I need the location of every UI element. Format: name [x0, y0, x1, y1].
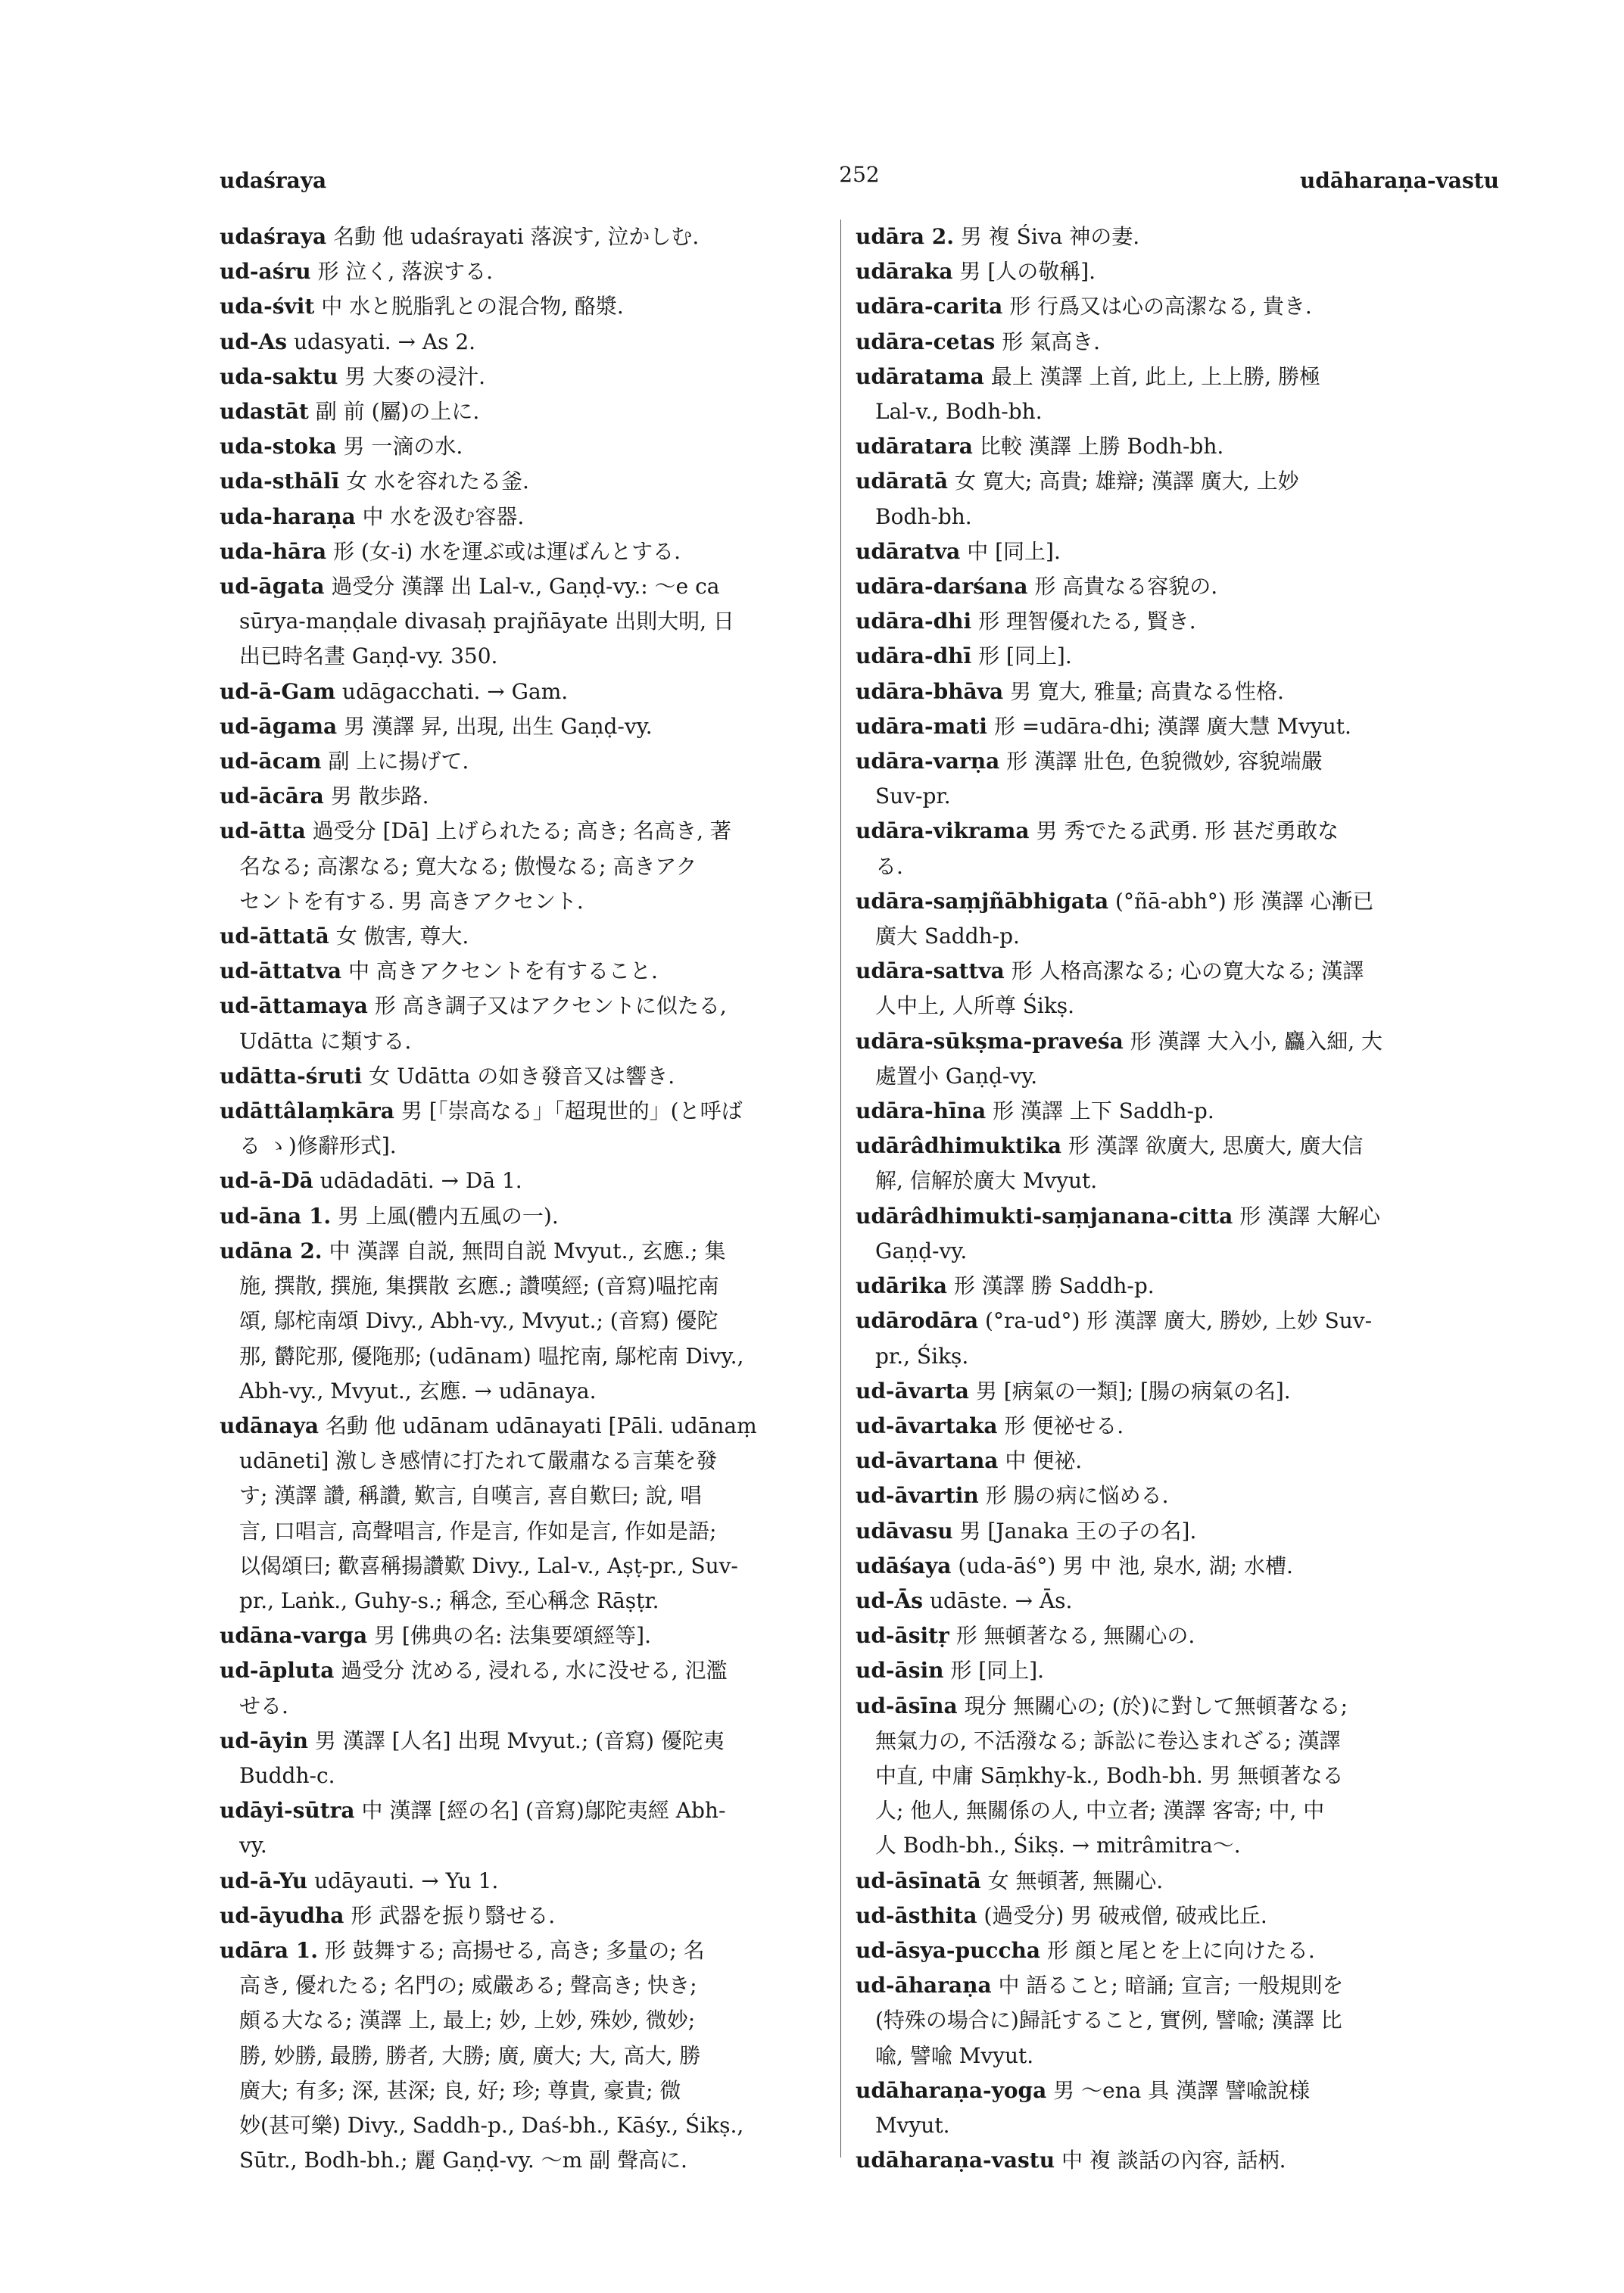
dictionary-entry	[220, 1164, 825, 1198]
entry-definition: 形 漢譯 欲廣大, 思廣大, 廣大信	[1068, 1133, 1364, 1159]
entry-continuation: vy.	[239, 1833, 267, 1858]
entry-definition: 形 泣く, 落涙する.	[317, 259, 494, 285]
entry-continuation: (特殊の場合に)歸託すること, 實例, 譬喩; 漢譯 比	[875, 2008, 1342, 2033]
entry-definition: 形 腸の病に悩める.	[985, 1483, 1169, 1509]
dictionary-entry	[856, 1129, 1492, 1198]
dictionary-entry	[856, 1653, 1492, 1688]
dictionary-entry	[856, 1549, 1492, 1584]
entry-definition: 男 上風(體内五風の一).	[338, 1203, 559, 1229]
entry-headword: uda-sthālī	[220, 469, 340, 494]
entry-continuation: Mvyut.	[875, 2112, 950, 2138]
entry-definition: 男 寛大, 雅量; 高貴なる性格.	[1010, 678, 1284, 704]
dictionary-entry	[856, 1933, 1492, 1968]
entry-definition: 女 無頓著, 無關心.	[987, 1868, 1164, 1893]
entry-definition: 形 理智優れたる, 賢き.	[978, 609, 1196, 634]
dictionary-entry	[220, 1793, 825, 1863]
entry-definition: 形 鼓舞する; 高揚せる, 高き; 多量の; 名	[324, 1937, 705, 1963]
entry-headword: ud-Ās	[856, 1587, 924, 1613]
entry-definition: udasyati. → As 2.	[293, 329, 476, 354]
entry-definition: 形 人格高潔なる; 心の寛大なる; 漢譯	[1011, 958, 1364, 984]
entry-continuation: る ゝ)修辭形式].	[239, 1133, 397, 1159]
entry-headword: ud-āna 1.	[220, 1203, 332, 1229]
dictionary-entry	[856, 1899, 1492, 1933]
entry-headword: udāra 1.	[220, 1937, 318, 1963]
dictionary-entry	[220, 1618, 825, 1653]
dictionary-entry	[220, 500, 825, 534]
dictionary-entry	[220, 954, 825, 989]
entry-headword: ud-āsya-puccha	[856, 1937, 1041, 1963]
entry-definition: 男 散歩路.	[330, 784, 429, 809]
entry-headword: ud-āsīnatā	[856, 1868, 981, 1893]
entry-headword: uda-stoka	[220, 434, 337, 460]
dictionary-entry	[220, 429, 825, 464]
entry-definition: 比較 漢譯 上勝 Bodh-bh.	[979, 434, 1224, 460]
entry-headword: ud-āsitṛ	[856, 1623, 949, 1649]
entry-definition: 形 漢譯 上下 Saddh-p.	[993, 1098, 1214, 1124]
dictionary-entry	[856, 1374, 1492, 1409]
dictionary-entry	[220, 534, 825, 569]
header-right-guideword: udāharaṇa-vastu	[1299, 168, 1499, 193]
entry-headword: udāra-varṇa	[856, 749, 1000, 774]
entry-definition: 形 (女-i) 水を運ぶ或は運ばんとする.	[333, 538, 681, 564]
dictionary-entry	[856, 1478, 1492, 1513]
entry-headword: ud-ā-Dā	[220, 1168, 313, 1194]
entry-continuation: pr., Śikṣ.	[875, 1343, 969, 1369]
dictionary-entry	[856, 1444, 1492, 1478]
entry-headword: ud-āsthita	[856, 1902, 977, 1928]
dictionary-entry	[220, 779, 825, 814]
dictionary-entry	[856, 254, 1492, 289]
entry-continuation: Bodh-bh.	[875, 503, 972, 529]
entry-headword: ud-āttatva	[220, 958, 342, 984]
dictionary-entry	[856, 464, 1492, 534]
dictionary-entry	[220, 569, 825, 675]
entry-definition: 形 [同上].	[978, 643, 1072, 669]
dictionary-entry	[856, 639, 1492, 674]
entry-headword: udāra-carita	[856, 294, 1003, 319]
entry-headword: udāvasu	[856, 1518, 953, 1544]
dictionary-entry	[856, 954, 1492, 1023]
entry-continuation: 中直, 中庸 Sāṃkhy-k., Bodh-bh. 男 無頓著なる	[875, 1762, 1344, 1788]
entry-headword: ud-aśru	[220, 259, 311, 285]
page-number: 252	[839, 162, 880, 187]
dictionary-entry	[856, 2073, 1492, 2143]
entry-headword: ud-ā-Yu	[220, 1868, 308, 1893]
entry-continuation: 言, 口唱言, 高聲唱言, 作是言, 作如是言, 作如是語;	[239, 1518, 717, 1544]
left-column	[220, 220, 825, 2178]
dictionary-entry	[220, 675, 825, 709]
dictionary-entry	[220, 1899, 825, 1933]
entry-headword: ud-āyin	[220, 1728, 308, 1753]
dictionary-entry	[220, 1409, 825, 1618]
dictionary-entry	[220, 919, 825, 954]
entry-definition: 形 便祕せる.	[1004, 1413, 1124, 1438]
dictionary-entry	[220, 1864, 825, 1899]
dictionary-entry	[856, 604, 1492, 639]
entry-continuation: 頗る大なる; 漢譯 上, 最上; 妙, 上妙, 殊妙, 微妙;	[239, 2008, 696, 2033]
dictionary-entry	[856, 814, 1492, 883]
entry-definition: 女 傲害, 尊大.	[335, 924, 469, 949]
dictionary-entry	[856, 289, 1492, 324]
entry-headword: ud-āvarta	[856, 1378, 969, 1404]
dictionary-entry	[220, 744, 825, 779]
entry-continuation: 名なる; 高潔なる; 寛大なる; 傲慢なる; 高きアク	[239, 853, 697, 879]
entry-continuation: Buddh-c.	[239, 1762, 335, 1788]
entry-headword: ud-ā-Gam	[220, 678, 336, 704]
entry-continuation: 人; 他人, 無關係の人, 中立者; 漢譯 客寄; 中, 中	[875, 1798, 1325, 1824]
entry-headword: udāyi-sūtra	[220, 1798, 355, 1824]
entry-definition: 男 [病氣の一類]; [腸の病氣の名].	[975, 1378, 1291, 1404]
entry-continuation: Sūtr., Bodh-bh.; 麗 Gaṇḍ-vy. ～m 副 聲高に.	[239, 2148, 687, 2173]
dictionary-entry	[856, 1199, 1492, 1269]
entry-headword: udāraka	[856, 259, 953, 285]
entry-headword: ud-āsīna	[856, 1693, 958, 1718]
entry-definition: 男 漢譯 [人名] 出現 Mvyut.; (音寫) 優陀夷	[314, 1728, 725, 1753]
dictionary-entry	[220, 394, 825, 429]
entry-headword: ud-ācāra	[220, 784, 324, 809]
entry-definition: 女 Udātta の如き發音又は響き.	[369, 1063, 675, 1089]
entry-definition: (°ra-ud°) 形 漢譯 廣大, 勝妙, 上妙 Suv-	[985, 1308, 1373, 1334]
entry-headword: ud-As	[220, 329, 288, 354]
dictionary-entry	[856, 1584, 1492, 1618]
entry-headword: uda-śvit	[220, 294, 315, 319]
entry-headword: udānaya	[220, 1413, 319, 1438]
entry-definition: 中 漢譯 [經の名] (音寫)鄔陀夷經 Abh-	[361, 1798, 726, 1824]
entry-definition: 最上 漢譯 上首, 此上, 上上勝, 勝極	[990, 363, 1320, 389]
entry-headword: ud-āgata	[220, 574, 325, 600]
entry-definition: 中 漢譯 自説, 無問自説 Mvyut., 玄應.; 集	[329, 1238, 726, 1263]
entry-definition: 形 =udāra-dhi; 漢譯 廣大慧 Mvyut.	[993, 713, 1351, 739]
dictionary-entry	[856, 884, 1492, 954]
entry-headword: udaśraya	[220, 224, 327, 249]
entry-definition: 過受分 漢譯 出 Lal-v., Gaṇḍ-vy.: ～e ca	[331, 574, 720, 600]
entry-definition: 形 武器を振り翳せる.	[351, 1902, 556, 1928]
entry-definition: 女 寛大; 高貴; 雄辯; 漢譯 廣大, 上妙	[954, 469, 1299, 494]
dictionary-entry	[220, 289, 825, 324]
entry-definition: 中 [同上].	[967, 538, 1061, 564]
entry-definition: 中 高きアクセントを有すること.	[348, 958, 658, 984]
dictionary-entry	[220, 1234, 825, 1409]
dictionary-entry	[856, 325, 1492, 360]
entry-headword: udāra-sūkṣma-praveśa	[856, 1028, 1124, 1054]
entry-definition: udāste. → Ās.	[929, 1587, 1073, 1613]
entry-definition: 名動 他 udaśrayati 落涙す, 泣かしむ.	[333, 224, 700, 249]
entry-headword: udāra-bhāva	[856, 678, 1004, 704]
entry-definition: udādadāti. → Dā 1.	[320, 1168, 522, 1194]
dictionary-entry	[856, 1514, 1492, 1549]
entry-headword: udāśaya	[856, 1553, 952, 1578]
entry-headword: udastāt	[220, 399, 309, 425]
entry-headword: ud-āharaṇa	[856, 1973, 992, 1999]
entry-headword: udāratva	[856, 538, 961, 564]
entry-headword: ud-āgama	[220, 713, 338, 739]
entry-headword: ud-ātta	[220, 818, 306, 844]
dictionary-entry	[856, 1269, 1492, 1304]
entry-headword: ud-āyudha	[220, 1902, 344, 1928]
entry-definition: (°ñā-abh°) 形 漢譯 心漸已	[1115, 888, 1374, 914]
entry-headword: udāratā	[856, 469, 949, 494]
entry-headword: udāratama	[856, 363, 984, 389]
entry-definition: 現分 無關心の; (於)に對して無頓著なる;	[964, 1693, 1348, 1718]
entry-headword: uda-hāra	[220, 538, 327, 564]
entry-continuation: 以偈頌曰; 歡喜稱揚讚歎 Divy., Lal-v., Aṣṭ-pr., Suv-	[239, 1553, 738, 1578]
entry-definition: 名動 他 udānam udānayati [Pāli. udānaṃ	[325, 1413, 757, 1438]
entry-headword: udāra-sattva	[856, 958, 1005, 984]
dictionary-entry	[856, 1409, 1492, 1444]
entry-continuation: る.	[875, 853, 903, 879]
dictionary-entry	[856, 1968, 1492, 2073]
entry-headword: udāra-dhi	[856, 609, 972, 634]
entry-continuation: 出已時名晝 Gaṇḍ-vy. 350.	[239, 643, 498, 669]
entry-headword: udāharaṇa-vastu	[856, 2148, 1055, 2173]
entry-continuation: Udātta に類する.	[239, 1028, 412, 1054]
entry-headword: udāna-varga	[220, 1623, 368, 1649]
dictionary-entry	[220, 360, 825, 394]
dictionary-entry	[856, 534, 1492, 569]
entry-definition: 男 ～ena 具 漢譯 譬喩說様	[1053, 2077, 1311, 2103]
dictionary-entry	[220, 325, 825, 360]
entry-continuation: 人 Bodh-bh., Śikṣ. → mitrâmitra～.	[875, 1833, 1241, 1858]
entry-continuation: 廣大; 有多; 深, 甚深; 良, 好; 珍; 尊貴, 豪貴; 微	[239, 2077, 681, 2103]
entry-continuation: pr., Laṅk., Guhy-s.; 稱念, 至心稱念 Rāṣṭr.	[239, 1587, 659, 1613]
dictionary-entry	[856, 1024, 1492, 1094]
entry-definition: 中 水を汲む容器.	[362, 503, 525, 529]
entry-continuation: 喩, 譬喩 Mvyut.	[875, 2042, 1034, 2068]
dictionary-entry	[220, 220, 825, 254]
dictionary-entry	[856, 1689, 1492, 1864]
entry-continuation: 解, 信解於廣大 Mvyut.	[875, 1168, 1098, 1194]
dictionary-entry	[220, 1199, 825, 1234]
dictionary-entry	[856, 1304, 1492, 1373]
entry-headword: udāharaṇa-yoga	[856, 2077, 1047, 2103]
entry-definition: 中 水と脱脂乳との混合物, 酪漿.	[321, 294, 624, 319]
entry-continuation: 妙(甚可樂) Divy., Saddh-p., Daś-bh., Kāśy., Śikṣ.,	[239, 2112, 744, 2138]
entry-definition: (過受分) 男 破戒僧, 破戒比丘.	[983, 1902, 1267, 1928]
dictionary-entry	[856, 1618, 1492, 1653]
entry-continuation: Lal-v., Bodh-bh.	[875, 399, 1043, 425]
entry-continuation: 施, 撰散, 撰施, 集撰散 玄應.; 讚嘆經; (音寫)嗢拕南	[239, 1273, 719, 1299]
entry-definition: 形 顔と尾とを上に向けたる.	[1046, 1937, 1315, 1963]
entry-headword: udāra-mati	[856, 713, 987, 739]
entry-definition: udāgacchati. → Gam.	[341, 678, 569, 704]
dictionary-entry	[856, 1094, 1492, 1129]
entry-headword: udāra-cetas	[856, 329, 996, 354]
entry-definition: 形 [同上].	[950, 1658, 1045, 1684]
entry-headword: ud-āvartana	[856, 1448, 999, 1474]
entry-definition: 男 複 Śiva 神の妻.	[960, 224, 1140, 249]
entry-headword: udāratara	[856, 434, 973, 460]
entry-headword: uda-haraṇa	[220, 503, 356, 529]
dictionary-entry	[220, 1653, 825, 1723]
entry-definition: 男 [佛典の名: 法集要頌經等].	[374, 1623, 651, 1649]
entry-definition: 形 高貴なる容貌の.	[1034, 574, 1218, 600]
entry-headword: udāra 2.	[856, 224, 954, 249]
entry-definition: 男 秀でたる武勇. 形 甚だ勇敢な	[1036, 818, 1339, 844]
entry-headword: udāna 2.	[220, 1238, 323, 1263]
dictionary-entry	[220, 989, 825, 1058]
dictionary-entry	[856, 1864, 1492, 1899]
entry-definition: 男 [人の敬稱].	[959, 259, 1096, 285]
entry-continuation: せる.	[239, 1693, 288, 1718]
dictionary-entry	[856, 709, 1492, 744]
entry-definition: 男 漢譯 昇, 出現, 出生 Gaṇḍ-vy.	[344, 713, 653, 739]
entry-definition: 形 漢譯 大解心	[1239, 1203, 1380, 1229]
entry-continuation: セントを有する. 男 高きアクセント.	[239, 888, 584, 914]
entry-definition: 形 高き調子又はアクセントに似たる,	[374, 993, 727, 1019]
dictionary-entry	[856, 744, 1492, 814]
entry-definition: 男 一滴の水.	[343, 434, 463, 460]
entry-definition: 男 大麥の浸汁.	[344, 363, 486, 389]
entry-continuation: Suv-pr.	[875, 784, 951, 809]
entry-continuation: す; 漢譯 讚, 稱讚, 歎言, 自嘆言, 喜自歎曰; 說, 唱	[239, 1483, 702, 1509]
dictionary-entry	[856, 429, 1492, 464]
entry-continuation: Abh-vy., Mvyut., 玄應. → udānaya.	[239, 1378, 597, 1404]
entry-headword: udāra-saṃjñābhigata	[856, 888, 1109, 914]
entry-continuation: 高き, 優れたる; 名門の; 威嚴ある; 聲高き; 快き;	[239, 1973, 697, 1999]
entry-headword: udāra-hīna	[856, 1098, 987, 1124]
dictionary-entry	[856, 220, 1492, 254]
entry-headword: ud-ācam	[220, 749, 322, 774]
entry-continuation: 勝, 妙勝, 最勝, 勝者, 大勝; 廣, 廣大; 大, 高大, 勝	[239, 2042, 701, 2068]
entry-definition: 男 [「崇高なる」「超現世的」(と呼ば	[401, 1098, 743, 1124]
entry-headword: ud-āvartin	[856, 1483, 979, 1509]
dictionary-entry	[220, 254, 825, 289]
entry-headword: udāra-dhī	[856, 643, 972, 669]
entry-definition: (uda-āś°) 男 中 池, 泉水, 湖; 水槽.	[958, 1553, 1293, 1578]
dictionary-entry	[220, 1094, 825, 1164]
entry-continuation: 人中上, 人所尊 Śikṣ.	[875, 993, 1075, 1019]
entry-definition: 中 語ること; 暗誦; 宣言; 一般規則を	[998, 1973, 1344, 1999]
entry-continuation: 那, 欝陀那, 優陁那; (udānam) 嗢拕南, 鄔柁南 Divy.,	[239, 1343, 744, 1369]
entry-definition: 形 漢譯 勝 Saddh-p.	[953, 1273, 1155, 1299]
entry-continuation: 廣大 Saddh-p.	[875, 924, 1020, 949]
entry-definition: 中 便祕.	[1005, 1448, 1083, 1474]
entry-headword: udārika	[856, 1273, 948, 1299]
entry-headword: uda-saktu	[220, 363, 338, 389]
entry-headword: udātta-śruti	[220, 1063, 363, 1089]
entry-headword: ud-āttamaya	[220, 993, 368, 1019]
entry-definition: 形 氣高き.	[1002, 329, 1101, 354]
dictionary-entry	[220, 709, 825, 744]
entry-headword: ud-āpluta	[220, 1658, 335, 1684]
dictionary-entry	[220, 814, 825, 919]
entry-definition: 男 [Janaka 王の子の名].	[959, 1518, 1197, 1544]
entry-headword: udāra-darśana	[856, 574, 1028, 600]
entry-headword: udārâdhimuktika	[856, 1133, 1062, 1159]
entry-definition: 形 漢譯 壯色, 色貌微妙, 容貌端嚴	[1006, 749, 1323, 774]
dictionary-entry	[856, 360, 1492, 429]
entry-headword: udāttâlaṃkāra	[220, 1098, 394, 1124]
entry-headword: udāra-vikrama	[856, 818, 1030, 844]
dictionary-entry	[856, 569, 1492, 604]
dictionary-entry	[856, 675, 1492, 709]
entry-headword: udārâdhimukti-saṃjanana-citta	[856, 1203, 1233, 1229]
right-column	[856, 220, 1492, 2178]
entry-continuation: Gaṇḍ-vy.	[875, 1238, 968, 1263]
entry-definition: 女 水を容れたる釜.	[346, 469, 529, 494]
dictionary-entry	[220, 1933, 825, 2178]
entry-definition: 副 上に揚げて.	[328, 749, 469, 774]
entry-headword: ud-āsin	[856, 1658, 944, 1684]
dictionary-entry	[856, 2143, 1492, 2178]
entry-continuation: sūrya-maṇḍale divasaḥ prajñāyate 出則大明, 日	[239, 609, 734, 634]
entry-continuation: 處置小 Gaṇḍ-vy.	[875, 1063, 1038, 1089]
header-left-guideword: udaśraya	[220, 168, 327, 193]
dictionary-entry	[220, 1724, 825, 1793]
entry-definition: 副 前 (屬)の上に.	[315, 399, 480, 425]
entry-definition: udāyauti. → Yu 1.	[314, 1868, 499, 1893]
entry-definition: 過受分 沈める, 浸れる, 水に没せる, 氾濫	[341, 1658, 728, 1684]
entry-definition: 形 行爲又は心の高潔なる, 貴き.	[1009, 294, 1312, 319]
entry-definition: 中 複 談話の內容, 話柄.	[1061, 2148, 1286, 2173]
dictionary-entry	[220, 464, 825, 499]
entry-continuation: 無氣力の, 不活潑なる; 訴訟に卷込まれざる; 漢譯	[875, 1728, 1341, 1753]
column-divider	[840, 220, 841, 2157]
entry-definition: 過受分 [Dā] 上げられたる; 高き; 名高き, 著	[312, 818, 731, 844]
entry-definition: 形 無頓著なる, 無關心の.	[955, 1623, 1195, 1649]
entry-continuation: udāneti] 激しき感情に打たれて嚴肅なる言葉を發	[239, 1448, 718, 1474]
entry-headword: ud-āvartaka	[856, 1413, 998, 1438]
entry-definition: 形 漢譯 大入小, 麤入細, 大	[1130, 1028, 1383, 1054]
entry-headword: ud-āttatā	[220, 924, 329, 949]
dictionary-entry	[220, 1059, 825, 1094]
entry-headword: udārodāra	[856, 1308, 979, 1334]
running-header	[220, 162, 1499, 198]
entry-continuation: 頌, 鄔柁南頌 Divy., Abh-vy., Mvyut.; (音寫) 優陀	[239, 1308, 718, 1334]
